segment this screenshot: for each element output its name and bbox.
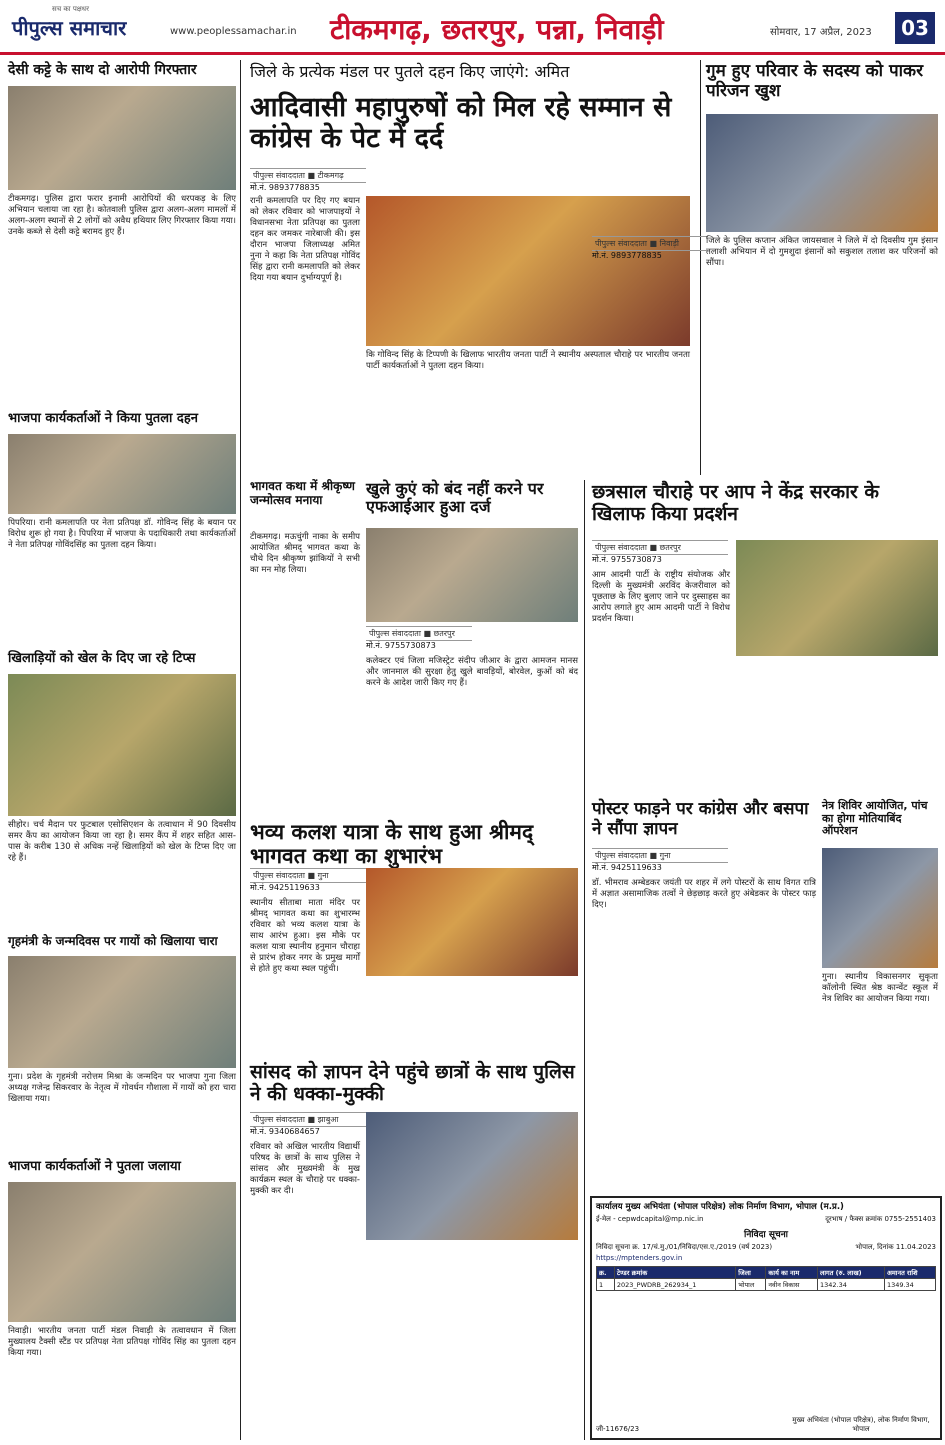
students-photo (366, 1112, 578, 1240)
kalash-mobile: मो.नं. 9425119633 (250, 883, 320, 892)
arrest-photo (8, 86, 236, 190)
center-headline: आदिवासी महापुरुषों को मिल रहे सम्मान से कांग्रेस के पेट में दर्द (250, 92, 672, 155)
table-row (597, 1279, 936, 1291)
kalash-body: स्थानीय सीताबा माता मंदिर पर श्रीमद् भागवत कथा का शुभारम्भ रविवार को भव्य कलश यात्रा के साथ आरंभ हुआ। इस मौके पर कलश यात्रा स्थानीय हनुमान चौराहा से प्रारंभ होकर नगर के प्रमुख मार्गों से होते हुए कथा स्थल पहुंची। (250, 898, 360, 974)
kalash-byline: पीपुल्स संवाददाता ■ गुना (250, 868, 366, 883)
well-body: कलेक्टर एवं जिला मजिस्ट्रेट संदीप जीआर के द्वारा आमजन मानस और जानमाल की सुरक्षा हेतु खुले बावड़ियों, बोरवेल, कुओं को बंद करने के आदेश जारी किए गए हैं। (366, 656, 578, 688)
missing-body: जिले के पुलिस कप्तान अंकित जायसवाल ने जिले में दो दिवसीय गुम इंसान तलाशी अभियान में दो गुमशुदा इंसानों को सकुशल तलाश कर परिजनों को सौंपा। (706, 236, 938, 268)
tender-cell: नवीन विकास (766, 1279, 818, 1291)
tender-signature: मुख्य अभियंता (भोपाल परिक्षेत्र), लोक निर्माण विभाग, भोपाल (792, 1416, 930, 1433)
kalash-photo (366, 868, 578, 976)
tender-site-link[interactable]: https://mptenders.gov.in (596, 1254, 683, 1262)
well-byline: पीपुल्स संवाददाता ■ छतरपुर (366, 626, 472, 641)
tender-ref: निविदा सूचना क्र. 17/चं.मु./01/निविदा/एस.ए./2019 (वर्ष 2023) (596, 1243, 773, 1251)
column-divider (700, 60, 701, 475)
aap-protest-headline: छत्रसाल चौराहे पर आप ने केंद्र सरकार के खिलाफ किया प्रदर्शन (592, 481, 880, 525)
protest-photo (366, 196, 690, 346)
website-link[interactable]: www.peoplessamachar.in (170, 26, 297, 37)
well-mobile: मो.नं. 9755730873 (366, 641, 436, 650)
left-story4-body: गुना। प्रदेश के गृहमंत्री नरोत्तम मिश्रा के जन्मदिन पर भाजपा गुना जिला अध्यक्ष गजेन्द्र सिकरवार के नेतृत्व में गोवर्धन गौशाला में गायों को हरा चारा खिलाया गया। (8, 1072, 236, 1104)
left-story3-headline: खिलाड़ियों को खेल के दिए जा रहे टिप्स (8, 651, 196, 666)
bhagwat-body: टीकमगढ़। मऊचुंगी नाका के समीप आयोजित श्रीमद् भागवत कथा के चौथे दिन श्रीकृष्ण झांकियों ने सभी का मन मोह लिया। (250, 532, 360, 575)
tender-cell: भोपाल (736, 1279, 766, 1291)
tender-cell: 2023_PWDRB_262934_1 (614, 1279, 735, 1291)
column-divider (240, 60, 241, 1440)
column-divider (584, 480, 585, 1440)
left-story5-headline: भाजपा कार्यकर्ताओं ने पुतला जलाया (8, 1159, 181, 1174)
tender-email: ई-मेल - cepwdcapital@mp.nic.in (596, 1215, 704, 1223)
kalash-yatra-headline: भव्य कलश यात्रा के साथ हुआ श्रीमद् भागवत कथा का शुभारंभ (250, 820, 534, 869)
center-photo-caption: कि गोविन्द सिंह के टिप्पणी के खिलाफ भारतीय जनता पार्टी ने स्थानीय अस्पताल चौराहे पर भारतीय जनता पार्टी कार्यकर्ताओं ने पुतला दहन किया। (366, 350, 690, 371)
tender-table (596, 1266, 936, 1291)
newspaper-logo: सच का पक्षधर पीपुल्स समाचार (12, 5, 127, 40)
tender-title: कार्यालय मुख्य अभियंता (भोपाल परिक्षेत्र) लोक निर्माण विभाग, भोपाल (म.प्र.) (596, 1202, 844, 1212)
left-story2-headline: भाजपा कार्यकर्ताओं ने किया पुतला दहन (8, 411, 198, 426)
missing-mobile: मो.नं. 9893778835 (592, 251, 662, 260)
tender-col: जिला (736, 1267, 766, 1279)
tender-phone: दूरभाष / फैक्स क्रमांक 0755-2551403 (825, 1215, 936, 1223)
logo-tagline: सच का पक्षधर (52, 5, 89, 13)
tender-notice-label: निविदा सूचना (743, 1230, 789, 1240)
effigy-burn-photo (8, 1182, 236, 1322)
issue-date: सोमवार, 17 अप्रैल, 2023 (770, 27, 872, 38)
eye-camp-photo (822, 848, 938, 968)
center-lead: रानी कमलापति पर दिए गए बयान को लेकर रविवार को भाजपाइयों ने विधानसभा नेता प्रतिपक्ष का पुतला दहन कर जमकर नारेबाजी की। इस दौरान भाजपा जिलाध्यक्ष अमित नुना ने कहा कि नेता प्रतिपक्ष गोविंद सिंह द्वारा रानी कमलापति को लेकर दिया गया बयान दुर्भाग्यपूर्ण है। (250, 196, 360, 283)
football-camp-photo (8, 674, 236, 816)
tender-col: टेण्डर क्रमांक (614, 1267, 735, 1279)
mp-mobile: मो.नं. 9340684657 (250, 1127, 320, 1136)
left-story2-body: पिपरिया। रानी कमलापति पर नेता प्रतिपक्ष डॉ. गोविन्द सिंह के बयान पर विरोध शुरू हो गया है। पिपरिया में भाजपा के पदाधिकारी तथा कार्यकर्ताओं ने नेता प्रतिपक्ष गोविंदसिंह का पुतला दहन किया। (8, 518, 236, 550)
aap-mobile: मो.नं. 9755730873 (592, 555, 662, 564)
aap-body: आम आदमी पार्टी के राष्ट्रीय संयोजक और दिल्ली के मुख्यमंत्री अरविंद केजरीवाल को पूछताछ के लिए बुलाए जाने पर दुस्साहस का आरोप लगाते हुए आम आदमी पार्टी ने विरोध प्रदर्शन किया। (592, 570, 730, 624)
region-title: टीकमगढ़, छतरपुर, पन्ना, निवाड़ी (330, 13, 664, 46)
cow-feeding-photo (8, 956, 236, 1068)
well-fir-headline: खुले कुएं को बंद नहीं करने पर एफआईआर हुआ दर्ज (366, 479, 544, 517)
left-story5-body: निवाड़ी। भारतीय जनता पार्टी मंडल निवाड़ी के तत्वावधान में जिला मुख्यालय टैक्सी स्टैंड पर प्रतिपक्ष नेता प्रतिपक्ष गोविंद सिंह का पुतला दहन किया गया। (8, 1326, 236, 1358)
left-story3-body: सीहोर। चर्च मैदान पर फुटबाल एसोसिएशन के तत्वाधान में 90 दिवसीय समर कैंप का आयोजन किया जा रहा है। समर कैंप में शहर सहित आस-पास के करीब 130 से अधिक नन्हें खिलाड़ियों को खेल के टिप्स दिए जा रहे हैं। (8, 820, 236, 863)
aap-byline: पीपुल्स संवाददाता ■ छतरपुर (592, 540, 728, 555)
poster-body: डॉ. भीमराव अम्बेडकर जयंती पर शहर में लगे पोस्टरों के साथ विगत रात्रि में अज्ञात असामाजिक तत्वों ने छेड़छाड़ करते हुए अंबेडकर के पोस्टर फाड़ दिए। (592, 878, 816, 910)
bhagwat-headline: भागवत कथा में श्रीकृष्ण जन्मोत्सव मनाया (250, 479, 355, 507)
page-number: 03 (895, 12, 935, 44)
poster-mobile: मो.नं. 9425119633 (592, 863, 662, 872)
tender-cell: 1 (597, 1279, 615, 1291)
tender-cell: 1349.34 (884, 1279, 935, 1291)
tender-col: क्र. (597, 1267, 615, 1279)
aap-photo (736, 540, 938, 656)
center-kicker: जिले के प्रत्येक मंडल पर पुतले दहन किए जाएंगे: अमित (250, 62, 570, 81)
well-photo (366, 528, 578, 622)
tender-col: लागत (रु. लाख) (817, 1267, 884, 1279)
mp-body: रविवार को अखिल भारतीय विद्यार्थी परिषद के छात्रों के साथ पुलिस ने सांसद और मुख्यमंत्री के मुख कार्यक्रम स्थल के चौराहे पर धक्का-मुक्की कर दी। (250, 1142, 360, 1196)
family-photo (706, 114, 938, 232)
tender-date: भोपाल, दिनांक 11.04.2023 (855, 1243, 936, 1251)
center-mobile: मो.नं. 9893778835 (250, 183, 320, 192)
mp-memorandum-headline: सांसद को ज्ञापन देने पहुंचे छात्रों के साथ पुलिस ने की धक्का-मुक्की (250, 1061, 575, 1105)
center-byline: पीपुल्स संवाददाता ■ टीकमगढ़ (250, 168, 366, 183)
missing-byline: पीपुल्स संवाददाता ■ निवाड़ी (592, 236, 708, 251)
poster-headline: पोस्टर फाड़ने पर कांग्रेस और बसपा ने सौंपा ज्ञापन (592, 799, 809, 839)
eye-camp-headline: नेत्र शिविर आयोजित, पांच का होगा मोतियाबिंद ऑपरेशन (822, 799, 928, 838)
poster-byline: पीपुल्स संवाददाता ■ गुना (592, 848, 728, 863)
left-story1-headline: देसी कट्टे के साथ दो आरोपी गिरफ्तार (8, 62, 197, 78)
missing-family-headline: गुम हुए परिवार के सदस्य को पाकर परिजन खुश (706, 61, 924, 101)
tender-cell: 1342.34 (817, 1279, 884, 1291)
tender-col: अमानत राशि (884, 1267, 935, 1279)
left-story4-headline: गृहमंत्री के जन्मदिवस पर गायों को खिलाया चारा (8, 934, 218, 948)
mp-byline: पीपुल्स संवाददाता ■ झाबुआ (250, 1112, 366, 1127)
tender-notice (590, 1196, 942, 1440)
tender-col: कार्य का नाम (766, 1267, 818, 1279)
effigy-photo (8, 434, 236, 514)
left-story1-body: टीकमगढ़। पुलिस द्वारा फरार इनामी आरोपियों की धरपकड़ के लिए अभियान चलाया जा रहा है। कोतवाली पुलिस द्वारा अलग-अलग मामलों में अलग-अलग स्थानों से 2 लोगों को अवैध हथियार लिए गिरफ्तार किया गया। उनके कब्जे से देसी कट्टे बरामद हुए हैं। (8, 194, 236, 237)
tender-code: जी-11676/23 (596, 1425, 640, 1433)
eye-camp-body: गुना। स्थानीय विकासनगर सुकृता कॉलोनी स्थित श्रेष्ठ कान्वेंट स्कूल में नेत्र शिविर का आयोजन किया गया। (822, 972, 938, 1004)
